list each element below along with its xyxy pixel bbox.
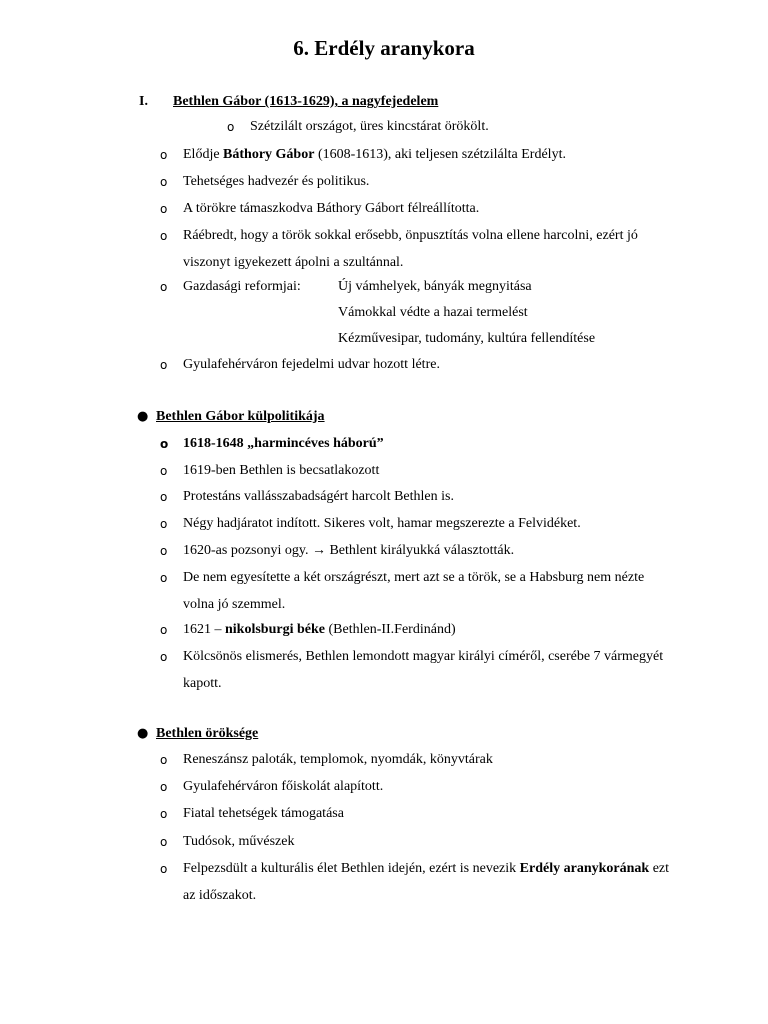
list-item-text: (1608-1613), aki teljesen szétzilálta Erdélyt. (314, 147, 566, 162)
bold-term: Erdély aranykorának (519, 861, 650, 876)
list-marker: o (160, 437, 169, 451)
list-item-text: (Bethlen-II.Ferdinánd) (324, 622, 456, 637)
list-item: 1620-as pozsonyi ogy. → Bethlent királyukká választották. (183, 543, 515, 558)
list-item-continuation: kapott. (183, 676, 222, 691)
list-marker: o (160, 229, 168, 243)
list-item-text: Felpezsdült a kulturális élet Bethlen idején, ezért is nevezik (183, 861, 520, 876)
list-item (183, 146, 566, 164)
section-1-heading: Bethlen Gábor (1613-1629), a nagyfejedelem (173, 94, 439, 109)
list-item-text: 1621 – (183, 622, 225, 637)
list-item: Gyulafehérváron főiskolát alapított. (183, 779, 384, 794)
page-title: 6. Erdély aranykora (293, 36, 475, 60)
list-marker: o (160, 650, 168, 664)
list-item: Tehetséges hadvezér és politikus. (183, 174, 370, 189)
bold-term: nikolsburgi béke (225, 622, 325, 637)
list-marker: o (160, 175, 168, 189)
list-item: Fiatal tehetségek támogatása (183, 806, 344, 821)
list-marker: o (160, 280, 168, 294)
list-item-label: Gazdasági reformjai: (183, 279, 301, 294)
list-marker: o (160, 464, 168, 478)
bullet-marker: ● (137, 726, 149, 741)
section-3-heading: Bethlen öröksége (156, 726, 259, 741)
reform-item: Új vámhelyek, bányák megnyitása (338, 279, 532, 294)
list-item: Gyulafehérváron fejedelmi udvar hozott létre. (183, 357, 440, 372)
list-marker: o (160, 517, 168, 531)
list-marker: o (160, 623, 168, 637)
list-marker: o (160, 571, 168, 585)
list-marker: o (160, 753, 168, 767)
list-marker: o (160, 148, 168, 162)
list-item-continuation: volna jó szemmel. (183, 597, 286, 612)
list-item-text: Elődje (183, 147, 224, 162)
section-1-marker: I. (139, 94, 148, 109)
list-marker: o (160, 544, 168, 558)
bullet-marker: ● (137, 409, 149, 424)
list-item: De nem egyesítette a két országrészt, mert azt se a török, se a Habsburg nem nézte (183, 570, 645, 585)
list-item-continuation: az időszakot. (183, 888, 257, 903)
list-item: A törökre támaszkodva Báthory Gábort félreállította. (183, 201, 480, 216)
list-marker: o (227, 120, 235, 134)
list-item: Tudósok, művészek (183, 834, 295, 849)
list-marker: o (160, 358, 168, 372)
list-item: Reneszánsz paloták, templomok, nyomdák, könyvtárak (183, 752, 493, 767)
list-item (183, 860, 669, 878)
list-marker: o (160, 490, 168, 504)
list-item: Kölcsönös elismerés, Bethlen lemondott magyar királyi címéről, cserébe 7 vármegyét (183, 649, 664, 664)
list-item: Négy hadjáratot indított. Sikeres volt, hamar megszerezte a Felvidéket. (183, 516, 581, 531)
reform-item: Kézművesipar, tudomány, kultúra fellendítése (338, 331, 596, 346)
list-item-continuation: viszonyt igyekezett ápolni a szultánnal. (183, 255, 404, 270)
list-marker: o (160, 202, 168, 216)
section-2-heading: Bethlen Gábor külpolitikája (156, 409, 325, 424)
list-item: Ráébredt, hogy a török sokkal erősebb, önpusztítás volna ellene harcolni, ezért jó (183, 228, 638, 243)
list-item: 1618-1648 „harmincéves háború” (183, 436, 384, 451)
list-item: Szétzilált országot, üres kincstárat örökölt. (250, 119, 489, 134)
list-item: Protestáns vallásszabadságért harcolt Bethlen is. (183, 489, 454, 504)
list-item (183, 621, 456, 639)
list-item-text: ezt (649, 861, 670, 876)
list-marker: o (160, 862, 168, 876)
list-marker: o (160, 780, 168, 794)
list-item: 1619-ben Bethlen is becsatlakozott (183, 463, 380, 478)
bold-name: Báthory Gábor (223, 147, 315, 162)
list-marker: o (160, 807, 168, 821)
list-marker: o (160, 835, 168, 849)
reform-item: Vámokkal védte a hazai termelést (338, 305, 528, 320)
